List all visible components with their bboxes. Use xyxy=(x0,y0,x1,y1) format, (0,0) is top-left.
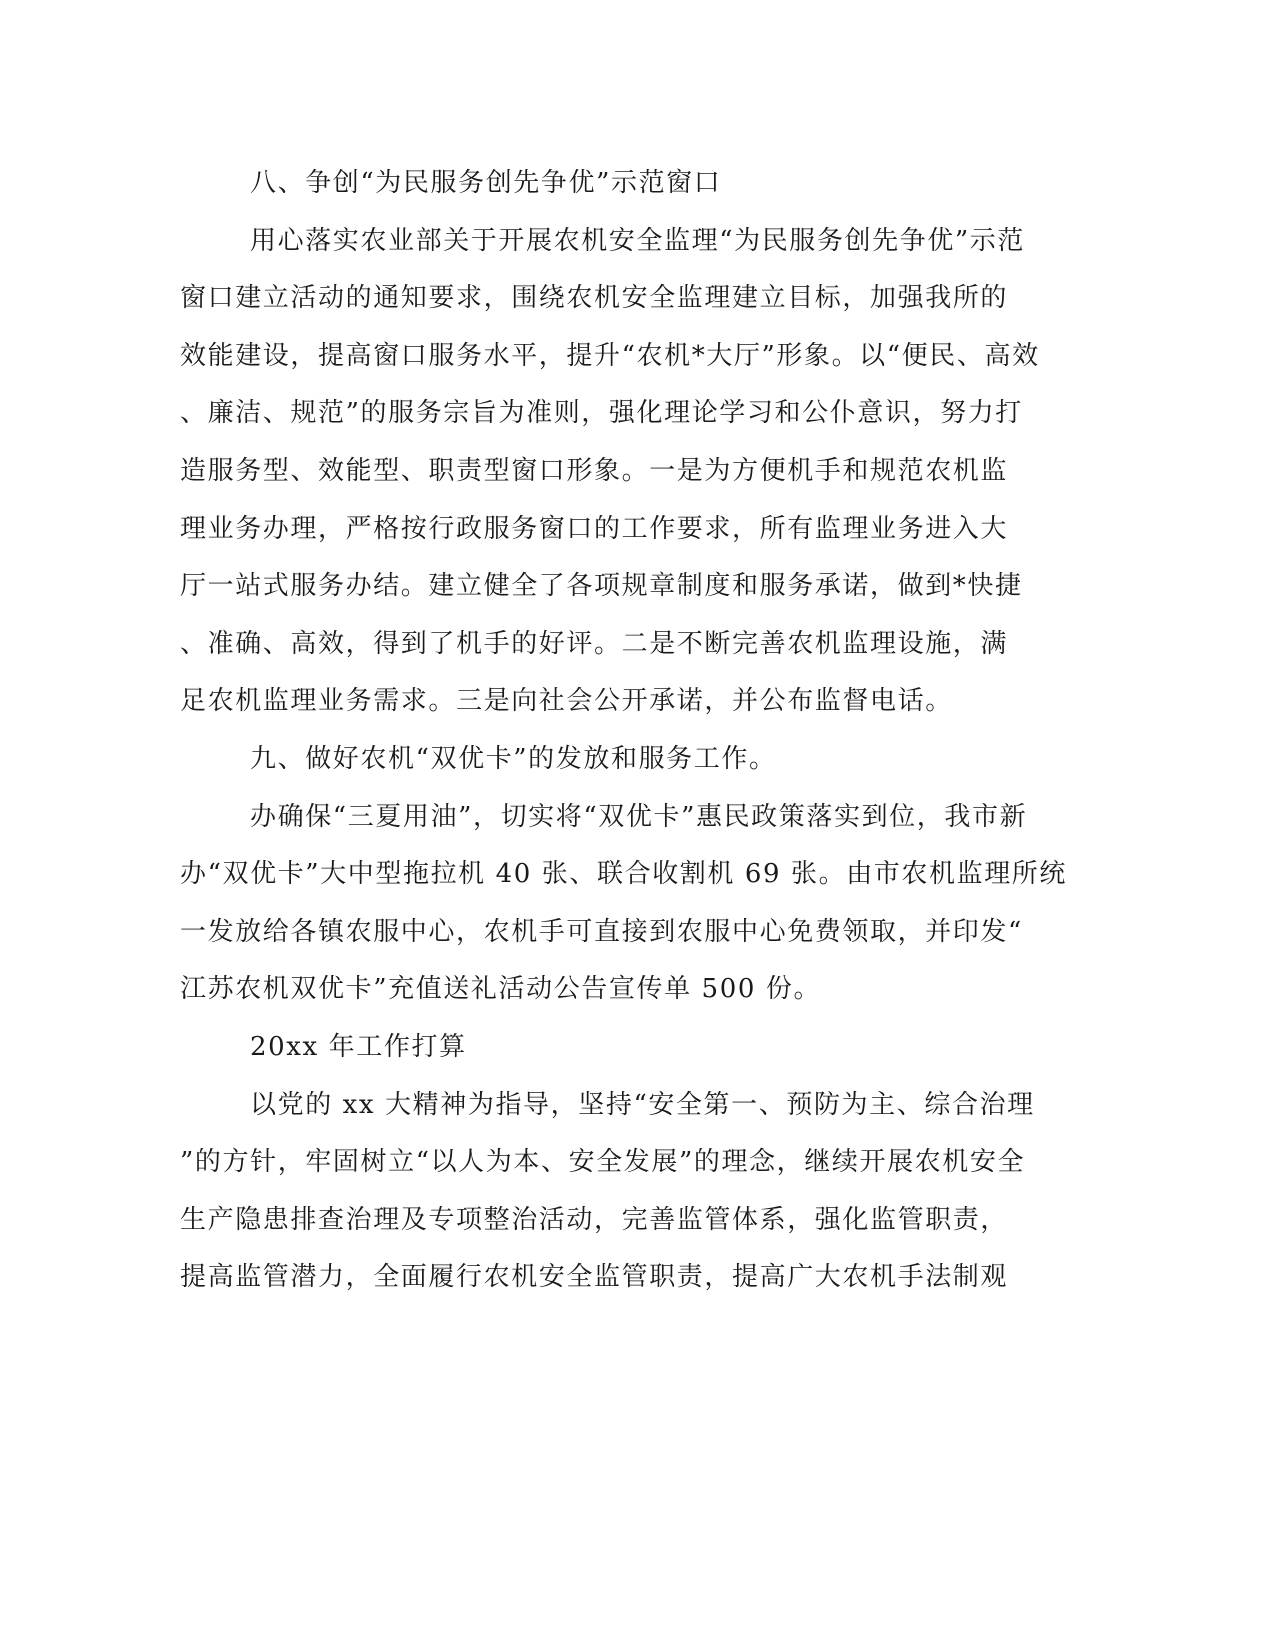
paragraph-line: 窗口建立活动的通知要求，围绕农机安全监理建立目标，加强我所的 xyxy=(180,283,1009,314)
paragraph-line: 办确保“三夏用油”，切实将“双优卡”惠民政策落实到位，我市新 xyxy=(250,801,1028,832)
section-heading-plan: 20xx 年工作打算 xyxy=(250,1031,467,1062)
paragraph-line: 厅一站式服务办结。建立健全了各项规章制度和服务承诺，做到*快捷 xyxy=(180,571,1023,602)
paragraph-line: 一发放给各镇农服中心，农机手可直接到农服中心免费领取，并印发“ xyxy=(180,916,1023,947)
paragraph-line: 造服务型、效能型、职责型窗口形象。一是为方便机手和规范农机监 xyxy=(180,455,1009,486)
section-heading-9: 九、做好农机“双优卡”的发放和服务工作。 xyxy=(250,743,777,774)
paragraph-line: 、廉洁、规范”的服务宗旨为准则，强化理论学习和公仆意识，努力打 xyxy=(180,398,1023,429)
paragraph-line: 提高监管潜力，全面履行农机安全监管职责，提高广大农机手法制观 xyxy=(180,1262,1009,1293)
paragraph-line: 效能建设，提高窗口服务水平，提升“农机*大厅”形象。以“便民、高效 xyxy=(180,340,1040,371)
paragraph-line: 江苏农机双优卡”充值送礼活动公告宣传单 500 份。 xyxy=(180,974,822,1005)
paragraph-line: 、准确、高效，得到了机手的好评。二是不断完善农机监理设施，满 xyxy=(180,628,1009,659)
document-body xyxy=(180,155,1068,1307)
paragraph-line: ”的方针，牢固树立“以人为本、安全发展”的理念，继续开展农机安全 xyxy=(180,1147,1026,1178)
paragraph-line: 用心落实农业部关于开展农机安全监理“为民服务创先争优”示范 xyxy=(250,225,1025,256)
paragraph-line: 理业务办理，严格按行政服务窗口的工作要求，所有监理业务进入大 xyxy=(180,513,1009,544)
paragraph-line: 足农机监理业务需求。三是向社会公开承诺，并公布监督电话。 xyxy=(180,686,953,717)
paragraph-line: 生产隐患排查治理及专项整治活动，完善监管体系，强化监管职责， xyxy=(180,1204,1009,1235)
section-heading-8: 八、争创“为民服务创先争优”示范窗口 xyxy=(250,168,722,198)
paragraph-line: 以党的 xx 大精神为指导，坚持“安全第一、预防为主、综合治理 xyxy=(250,1089,1035,1120)
paragraph-line: 办“双优卡”大中型拖拉机 40 张、联合收割机 69 张。由市农机监理所统 xyxy=(180,859,1068,890)
